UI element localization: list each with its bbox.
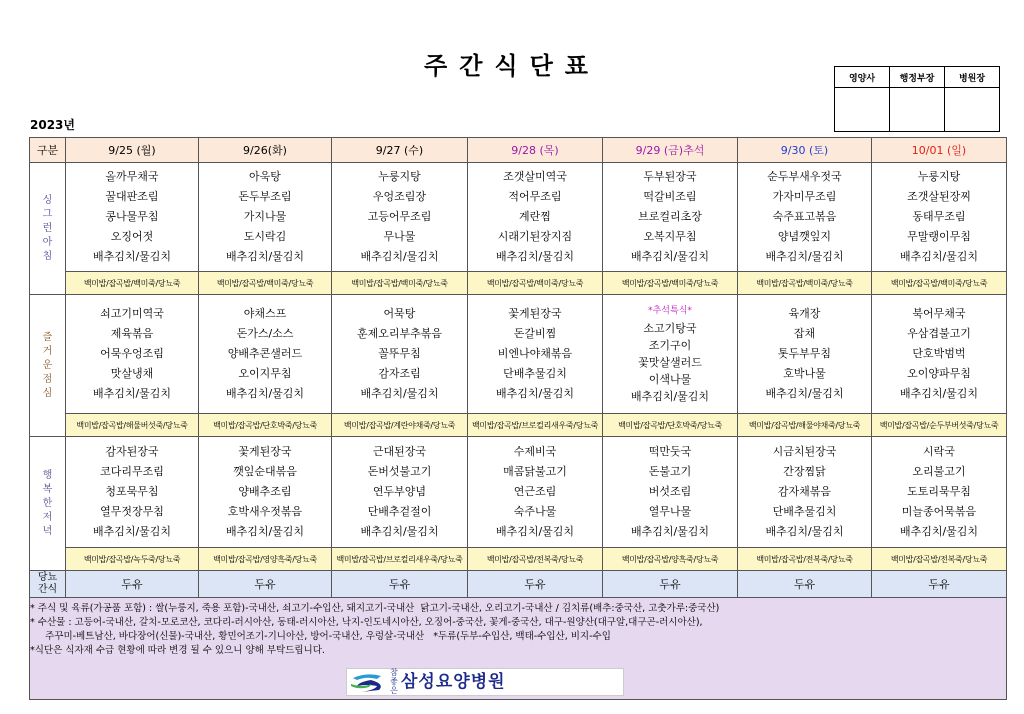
menu-item: 양념깻잎지 bbox=[777, 230, 832, 243]
grain-row-breakfast bbox=[30, 272, 1007, 295]
menu-item: 양배추조림 bbox=[238, 485, 292, 498]
menu-item: 연근조림 bbox=[513, 485, 557, 498]
menu-item: 조갯살미역국 bbox=[503, 170, 567, 183]
grain-cell: 백미밥/잡곡밥/전복죽/당뇨죽 bbox=[872, 548, 1007, 571]
menu-cell-dinner-4 bbox=[603, 437, 738, 548]
menu-cell-dinner-3 bbox=[468, 437, 603, 548]
hospital-name: 삼성요양병원 bbox=[401, 671, 506, 692]
menu-item: 돈두부조림 bbox=[238, 190, 292, 203]
snack-row bbox=[30, 571, 1007, 598]
snack-cell: 두유 bbox=[332, 571, 468, 598]
menu-item: 제육볶음 bbox=[110, 327, 154, 340]
menu-item: 연두부양념 bbox=[372, 485, 427, 498]
menu-item: 배추김치/물김치 bbox=[899, 525, 979, 538]
weekly-menu-table bbox=[29, 137, 1007, 700]
origin-note: 주꾸미-베트남산, 바다장어(신물)-국내산, 황민어조기-기니아산, 방어-국내산, 우렁살-국내산 *두류(두부-수입산, 백태-수입산, 비지-수입 bbox=[30, 630, 611, 642]
day-header-sat: 9/30 (토) bbox=[738, 138, 872, 163]
meal-row-breakfast bbox=[30, 163, 1007, 272]
menu-item: 계란찜 bbox=[519, 210, 551, 223]
menu-item: 배추김치/물김치 bbox=[765, 525, 844, 538]
menu-item: 단호박범벅 bbox=[912, 347, 966, 360]
menu-item: 배추김치/물김치 bbox=[630, 250, 710, 263]
snack-cell: 두유 bbox=[199, 571, 332, 598]
grain-cell: 백미밥/잡곡밥/순두부버섯죽/당뇨죽 bbox=[872, 414, 1007, 437]
menu-item: 북어무채국 bbox=[912, 307, 966, 320]
grain-cell: 백미밥/잡곡밥/해물버섯죽/당뇨죽 bbox=[66, 414, 199, 437]
menu-item: 무나물 bbox=[383, 230, 416, 243]
grain-cell: 백미밥/잡곡밥/백미죽/당뇨죽 bbox=[468, 272, 603, 295]
menu-cell-lunch-6 bbox=[872, 295, 1007, 414]
grain-cell: 백미밥/잡곡밥/영양흑죽/당뇨죽 bbox=[199, 548, 332, 571]
menu-item: 누룽지탕 bbox=[917, 170, 961, 183]
menu-item: 톳두부무침 bbox=[777, 347, 832, 360]
approval-stamp-2 bbox=[890, 88, 945, 132]
menu-item: 훈제오리부추볶음 bbox=[356, 327, 442, 340]
snack-label-text: 당뇨 간식 bbox=[37, 572, 58, 595]
menu-cell-dinner-5 bbox=[738, 437, 872, 548]
menu-item: 깻잎순대볶음 bbox=[233, 465, 297, 478]
day-header-mon: 9/25 (월) bbox=[66, 138, 199, 163]
menu-item: 감자된장국 bbox=[105, 445, 159, 458]
menu-item: 적어무조림 bbox=[508, 190, 562, 203]
hospital-logo bbox=[346, 668, 624, 696]
menu-cell-dinner-6 bbox=[872, 437, 1007, 548]
grain-cell: 백미밥/잡곡밥/계란야채죽/당뇨죽 bbox=[332, 414, 468, 437]
menu-cell-dinner-2 bbox=[332, 437, 468, 548]
menu-item: 시래기된장지짐 bbox=[497, 230, 573, 243]
menu-item: 떡갈비조림 bbox=[643, 190, 697, 203]
approval-stamp-1 bbox=[835, 88, 890, 132]
menu-cell-breakfast-4 bbox=[603, 163, 738, 272]
menu-cell-lunch-0 bbox=[66, 295, 199, 414]
menu-item: 단배추겉절이 bbox=[367, 505, 432, 518]
menu-item: 배추김치/물김치 bbox=[360, 387, 439, 400]
menu-item: 시락국 bbox=[923, 445, 955, 458]
meal-label-lunch bbox=[30, 295, 66, 437]
menu-item: 올까무채국 bbox=[105, 170, 159, 183]
menu-cell-lunch-3 bbox=[468, 295, 603, 414]
menu-item: 맛살냉채 bbox=[110, 367, 154, 380]
menu-item: 도토리묵무침 bbox=[907, 485, 971, 498]
menu-item: 배추김치/물김치 bbox=[765, 250, 844, 263]
menu-item: 열무젓장무침 bbox=[100, 505, 164, 518]
menu-item: 꽃게된장국 bbox=[508, 307, 562, 320]
menu-item: 단배추물김치 bbox=[503, 367, 567, 380]
grain-cell: 백미밥/잡곡밥/브로컬리새우죽/당뇨죽 bbox=[332, 548, 468, 571]
menu-item: 숙주나물 bbox=[513, 505, 557, 518]
snack-cell: 두유 bbox=[738, 571, 872, 598]
menu-item: 동태무조림 bbox=[912, 210, 966, 223]
menu-item: 단배추물김치 bbox=[772, 505, 837, 518]
menu-cell-breakfast-6 bbox=[872, 163, 1007, 272]
menu-item: 누룽지탕 bbox=[378, 170, 421, 183]
menu-item: 순두부새우젓국 bbox=[767, 170, 842, 183]
menu-cell-lunch-4 bbox=[603, 295, 738, 414]
menu-cell-breakfast-0 bbox=[66, 163, 199, 272]
menu-item: 돈불고기 bbox=[648, 465, 692, 478]
snack-cell: 두유 bbox=[66, 571, 199, 598]
menu-item: 꼴뚜무침 bbox=[378, 347, 421, 360]
menu-item: 쇠고기미역국 bbox=[100, 307, 164, 320]
menu-item: 잡채 bbox=[793, 327, 816, 340]
grain-cell: 백미밥/잡곡밥/해물야채죽/당뇨죽 bbox=[738, 414, 872, 437]
grain-cell: 백미밥/잡곡밥/단호박죽/당뇨죽 bbox=[199, 414, 332, 437]
grain-cell: 백미밥/잡곡밥/백미죽/당뇨죽 bbox=[603, 272, 738, 295]
menu-item: 청포묵무침 bbox=[105, 485, 159, 498]
menu-cell-breakfast-2 bbox=[332, 163, 468, 272]
approval-box bbox=[834, 66, 1000, 132]
origin-note: * 주식 및 육류(가공품 포함) : 쌀(누룽지, 죽용 포함)-국내산, 쇠고기-수입산, 돼지고기-국내산 닭고기-국내산, 오리고기-국내산 / 김치류(배추:중국산, 고춧가루:중국산) bbox=[30, 602, 720, 614]
menu-item: 조갯살된장찌 bbox=[907, 190, 971, 203]
menu-item: 소고기탕국 bbox=[643, 322, 697, 335]
snack-cell: 두유 bbox=[468, 571, 603, 598]
meal-row-lunch bbox=[30, 295, 1007, 414]
menu-cell-dinner-1 bbox=[199, 437, 332, 548]
meal-label-dinner bbox=[30, 437, 66, 571]
menu-item: 배추김치/물김치 bbox=[225, 525, 305, 538]
menu-item: 돈가스/소스 bbox=[236, 327, 294, 340]
menu-item: 호박새우젓볶음 bbox=[227, 505, 303, 518]
hospital-logo-prefix: 참좋은 bbox=[390, 668, 398, 695]
menu-item: 배추김치/물김치 bbox=[899, 250, 979, 263]
menu-item: 배추김치/물김치 bbox=[495, 387, 575, 400]
grain-cell: 백미밥/잡곡밥/브로컬리새우죽/당뇨죽 bbox=[468, 414, 603, 437]
approval-stamp-3 bbox=[945, 88, 1000, 132]
category-header: 구분 bbox=[30, 138, 66, 163]
menu-item: 돈갈비찜 bbox=[513, 327, 557, 340]
menu-item: 가자미무조림 bbox=[772, 190, 837, 203]
menu-item: 배추김치/물김치 bbox=[630, 525, 710, 538]
grain-cell: 백미밥/잡곡밥/녹두죽/당뇨죽 bbox=[66, 548, 199, 571]
year-label: 2023년 bbox=[30, 118, 75, 132]
grain-row-dinner bbox=[30, 548, 1007, 571]
header-row bbox=[30, 138, 1007, 163]
menu-item: 배추김치/물김치 bbox=[225, 250, 305, 263]
menu-item: 양배추콘샐러드 bbox=[227, 347, 303, 360]
menu-item: 근대된장국 bbox=[372, 445, 427, 458]
grain-cell: 백미밥/잡곡밥/단호박죽/당뇨죽 bbox=[603, 414, 738, 437]
menu-item: 수제비국 bbox=[513, 445, 557, 458]
menu-item: 꿀대판조림 bbox=[105, 190, 159, 203]
notes-row bbox=[30, 598, 1007, 700]
approval-nutritionist: 영양사 bbox=[835, 67, 890, 88]
menu-item: 오리불고기 bbox=[912, 465, 966, 478]
day-header-wed: 9/27 (수) bbox=[332, 138, 468, 163]
menu-item: 숙주표고볶음 bbox=[772, 210, 837, 223]
menu-cell-breakfast-1 bbox=[199, 163, 332, 272]
snack-label bbox=[30, 571, 66, 598]
menu-item: 배추김치/물김치 bbox=[92, 525, 172, 538]
menu-item: 배추김치/물김치 bbox=[360, 250, 439, 263]
menu-item: 간장찜닭 bbox=[783, 465, 826, 478]
grain-cell: 백미밥/잡곡밥/양흑죽/당뇨죽 bbox=[603, 548, 738, 571]
grain-cell: 백미밥/잡곡밥/백미죽/당뇨죽 bbox=[872, 272, 1007, 295]
meal-label-text: 행 복 한 저 녁 bbox=[42, 469, 53, 537]
menu-item: 배추김치/물김치 bbox=[495, 250, 575, 263]
menu-item: 열무나물 bbox=[648, 505, 692, 518]
menu-item: 브로컬리초장 bbox=[638, 210, 702, 223]
menu-item: 배추김치/물김치 bbox=[360, 525, 439, 538]
day-header-sun: 10/01 (일) bbox=[872, 138, 1007, 163]
menu-cell-dinner-0 bbox=[66, 437, 199, 548]
menu-item: 시금치된장국 bbox=[772, 445, 837, 458]
menu-item: *추석특식* bbox=[648, 306, 692, 316]
meal-label-text: 싱 그 런 아 침 bbox=[42, 194, 53, 262]
meal-label-text: 즐 거 운 점 심 bbox=[42, 331, 53, 399]
menu-item: 비엔나야채볶음 bbox=[497, 347, 573, 360]
menu-item: 매콤닭불고기 bbox=[503, 465, 567, 478]
grain-cell: 백미밥/잡곡밥/전복죽/당뇨죽 bbox=[468, 548, 603, 571]
menu-cell-lunch-2 bbox=[332, 295, 468, 414]
menu-item: 오복지무침 bbox=[643, 230, 697, 243]
menu-item: 버섯조림 bbox=[648, 485, 692, 498]
menu-cell-breakfast-5 bbox=[738, 163, 872, 272]
grain-cell: 백미밥/잡곡밥/전복죽/당뇨죽 bbox=[738, 548, 872, 571]
menu-item: 배추김치/물김치 bbox=[630, 390, 710, 403]
menu-item: 떡만둣국 bbox=[648, 445, 692, 458]
menu-item: 고등어무조림 bbox=[367, 210, 432, 223]
menu-item: 어묵우엉조림 bbox=[100, 347, 164, 360]
menu-item: 오이양파무침 bbox=[907, 367, 971, 380]
menu-item: 도시락김 bbox=[243, 230, 287, 243]
menu-item: 꽃게된장국 bbox=[238, 445, 292, 458]
menu-item: 배추김치/물김치 bbox=[225, 387, 305, 400]
menu-item: 어묵탕 bbox=[383, 307, 416, 320]
menu-item: 콩나물무침 bbox=[105, 210, 159, 223]
origin-note: * 수산물 : 고등어-국내산, 갈치-모로코산, 코다리-러시아산, 동태-러시아산, 낙지-인도네시아산, 오징어-중국산, 꽃게-중국산, 대구-원양산(대구알,대구곤-러시아산), bbox=[30, 616, 703, 628]
grain-cell: 백미밥/잡곡밥/백미죽/당뇨죽 bbox=[66, 272, 199, 295]
menu-item: 감자조림 bbox=[378, 367, 421, 380]
menu-item: 아욱탕 bbox=[249, 170, 281, 183]
menu-item: 오이지무침 bbox=[238, 367, 292, 380]
menu-cell-lunch-5 bbox=[738, 295, 872, 414]
notes-cell bbox=[30, 598, 1007, 700]
menu-item: 오징어젓 bbox=[110, 230, 154, 243]
menu-item: 우엉조림장 bbox=[372, 190, 427, 203]
approval-hospital-director: 병원장 bbox=[945, 67, 1000, 88]
menu-item: 꽃맛살샐러드 bbox=[638, 356, 702, 369]
menu-item: 감자채볶음 bbox=[777, 485, 832, 498]
hospital-logo-icon bbox=[347, 670, 387, 694]
origin-note: *식단은 식자재 수급 현황에 따라 변경 될 수 있으니 양해 부탁드립니다. bbox=[30, 644, 325, 656]
approval-admin-director: 행정부장 bbox=[890, 67, 945, 88]
grain-cell: 백미밥/잡곡밥/백미죽/당뇨죽 bbox=[738, 272, 872, 295]
day-header-thu: 9/28 (목) bbox=[468, 138, 603, 163]
menu-item: 두부된장국 bbox=[643, 170, 697, 183]
menu-cell-lunch-1 bbox=[199, 295, 332, 414]
day-header-tue: 9/26(화) bbox=[199, 138, 332, 163]
menu-item: 배추김치/물김치 bbox=[765, 387, 844, 400]
menu-item: 미늘종어묵볶음 bbox=[901, 505, 977, 518]
menu-item: 가지나물 bbox=[243, 210, 287, 223]
day-header-fri: 9/29 (금)추석 bbox=[603, 138, 738, 163]
menu-item: 이색나물 bbox=[648, 373, 692, 386]
snack-cell: 두유 bbox=[872, 571, 1007, 598]
menu-cell-breakfast-3 bbox=[468, 163, 603, 272]
menu-item: 배추김치/물김치 bbox=[92, 250, 172, 263]
grain-cell: 백미밥/잡곡밥/백미죽/당뇨죽 bbox=[332, 272, 468, 295]
menu-item: 돈버섯불고기 bbox=[367, 465, 432, 478]
meal-row-dinner bbox=[30, 437, 1007, 548]
grain-cell: 백미밥/잡곡밥/백미죽/당뇨죽 bbox=[199, 272, 332, 295]
menu-item: 무말랭이무침 bbox=[907, 230, 971, 243]
menu-item: 육개장 bbox=[788, 307, 821, 320]
page-title: 주간식단표 bbox=[424, 52, 600, 80]
menu-item: 호박나물 bbox=[783, 367, 826, 380]
menu-item: 배추김치/물김치 bbox=[899, 387, 979, 400]
menu-item: 야채스프 bbox=[243, 307, 287, 320]
menu-item: 배추김치/물김치 bbox=[495, 525, 575, 538]
menu-item: 배추김치/물김치 bbox=[92, 387, 172, 400]
grain-row-lunch bbox=[30, 414, 1007, 437]
meal-label-breakfast bbox=[30, 163, 66, 295]
menu-item: 조기구이 bbox=[648, 339, 692, 352]
menu-item: 코다리무조림 bbox=[100, 465, 164, 478]
menu-item: 우삼겹불고기 bbox=[907, 327, 971, 340]
snack-cell: 두유 bbox=[603, 571, 738, 598]
